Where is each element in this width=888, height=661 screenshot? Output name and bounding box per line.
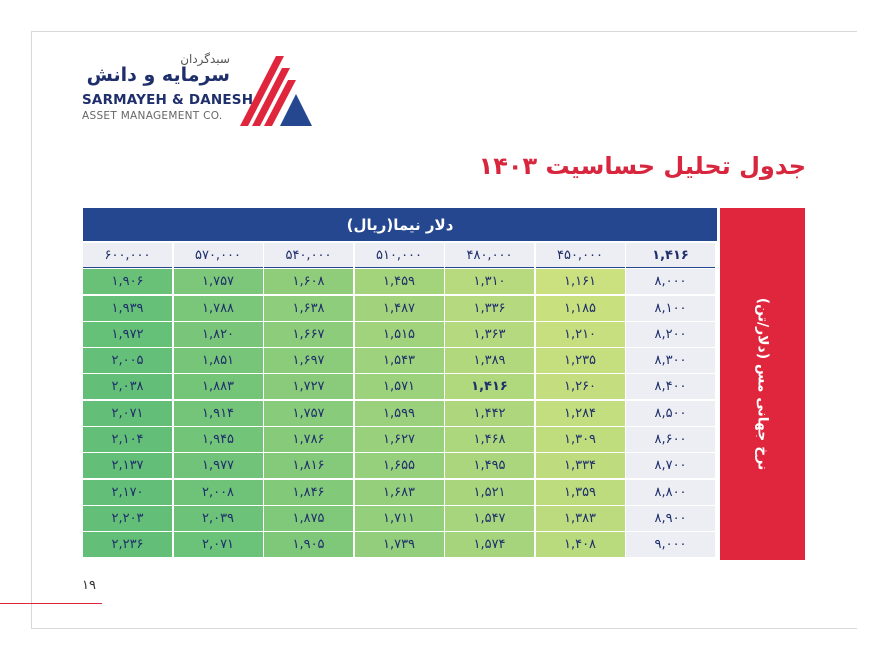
row-header-price: ۸,۹۰۰ [626,506,715,531]
table-cell: ۱,۳۶۳ [445,322,534,347]
table-cell: ۱,۷۱۱ [355,506,444,531]
table-cell: ۱,۵۹۹ [355,401,444,426]
logo-fa-name: سرمایه و دانش [86,64,230,86]
table-row [83,322,717,348]
table-cell: ۱,۷۸۶ [264,427,353,452]
table-cell: ۱,۶۳۸ [264,296,353,321]
footer-divider [0,603,102,604]
table-cell: ۱,۷۲۷ [264,374,353,399]
table-cell: ۱,۳۸۳ [536,506,625,531]
table-cell: ۱,۷۵۷ [264,401,353,426]
table-cell: ۱,۳۳۴ [536,453,625,478]
table-row [83,427,717,453]
table-cell: ۱,۵۷۱ [355,374,444,399]
logo-en-name: SARMAYEH & DANESH [82,92,254,108]
table-cell: ۱,۲۳۵ [536,348,625,373]
table-cell: ۱,۳۰۹ [536,427,625,452]
table-cell: ۱,۱۶۱ [536,269,625,294]
table-cell: ۱,۷۵۷ [174,269,263,294]
sensitivity-table [83,243,717,559]
table-cell: ۱,۳۸۹ [445,348,534,373]
table-cell: ۱,۶۶۷ [264,322,353,347]
table-row [83,401,717,427]
table-cell: ۲,۰۰۸ [174,480,263,505]
table-cell: ۱,۹۷۷ [174,453,263,478]
table-row [83,480,717,506]
table-cell: ۲,۰۳۹ [174,506,263,531]
table-cell: ۲,۰۷۱ [83,401,172,426]
table-row [83,348,717,374]
table-cell: ۲,۰۷۱ [174,532,263,557]
page-title: جدول تحلیل حساسیت ۱۴۰۳ [478,152,806,180]
table-row [83,269,717,295]
table-row [83,532,717,558]
table-cell: ۱,۲۶۰ [536,374,625,399]
table-cell: ۱,۹۳۹ [83,296,172,321]
table-row [83,453,717,479]
table-cell: ۲,۲۳۶ [83,532,172,557]
table-cell: ۲,۱۳۷ [83,453,172,478]
logo-fa-small: سبدگردان [180,52,230,66]
row-group-header [720,208,805,560]
table-cell: ۱,۳۳۶ [445,296,534,321]
row-header-price: ۸,۸۰۰ [626,480,715,505]
table-cell: ۱,۵۴۷ [445,506,534,531]
table-cell: ۱,۴۵۹ [355,269,444,294]
column-group-header: دلار نیما(ریال) [83,208,717,241]
table-cell: ۱,۸۱۶ [264,453,353,478]
table-cell: ۱,۶۲۷ [355,427,444,452]
column-header: ۵۴۰,۰۰۰ [264,243,353,268]
table-cell: ۱,۵۲۱ [445,480,534,505]
row-header-price: ۸,۳۰۰ [626,348,715,373]
table-cell: ۱,۶۰۸ [264,269,353,294]
table-cell: ۱,۹۷۲ [83,322,172,347]
table-cell: ۲,۰۰۵ [83,348,172,373]
table-cell: ۱,۶۸۳ [355,480,444,505]
table-row [83,506,717,532]
table-header-row [83,243,717,269]
column-header: ۴۵۰,۰۰۰ [536,243,625,268]
table-cell: ۱,۷۳۹ [355,532,444,557]
row-header-price: ۸,۰۰۰ [626,269,715,294]
row-header-price: ۸,۶۰۰ [626,427,715,452]
row-group-label: نرخ جهانی مس (دلار/تن) [754,297,771,471]
table-cell: ۲,۱۰۴ [83,427,172,452]
table-cell: ۱,۸۲۰ [174,322,263,347]
company-logo [82,48,312,128]
row-header-price: ۸,۱۰۰ [626,296,715,321]
table-row [83,296,717,322]
row-header-price: ۸,۲۰۰ [626,322,715,347]
table-cell: ۱,۵۷۴ [445,532,534,557]
column-header: ۵۷۰,۰۰۰ [174,243,263,268]
table-cell: ۱,۶۵۵ [355,453,444,478]
row-header-price: ۸,۴۰۰ [626,374,715,399]
table-cell: ۱,۴۰۸ [536,532,625,557]
table-cell: ۲,۱۷۰ [83,480,172,505]
page-number: ۱۹ [82,578,96,593]
table-cell: ۱,۸۸۳ [174,374,263,399]
table-cell: ۱,۹۰۶ [83,269,172,294]
table-cell: ۱,۳۱۰ [445,269,534,294]
table-cell: ۱,۸۵۱ [174,348,263,373]
logo-en-sub: ASSET MANAGEMENT CO. [82,110,223,122]
table-cell: ۲,۰۳۸ [83,374,172,399]
table-cell: ۱,۴۴۲ [445,401,534,426]
table-cell: ۱,۴۱۶ [445,374,534,399]
table-cell: ۱,۲۸۴ [536,401,625,426]
table-cell: ۱,۹۴۵ [174,427,263,452]
table-cell: ۱,۴۸۷ [355,296,444,321]
table-cell: ۱,۴۹۵ [445,453,534,478]
table-cell: ۱,۹۰۵ [264,532,353,557]
row-header-price: ۸,۷۰۰ [626,453,715,478]
row-header-price: ۹,۰۰۰ [626,532,715,557]
column-header: ۴۸۰,۰۰۰ [445,243,534,268]
table-cell: ۱,۷۸۸ [174,296,263,321]
table-cell: ۱,۸۷۵ [264,506,353,531]
table-cell: ۱,۶۹۷ [264,348,353,373]
table-cell: ۱,۵۴۳ [355,348,444,373]
table-cell: ۱,۵۱۵ [355,322,444,347]
table-cell: ۱,۲۱۰ [536,322,625,347]
column-header: ۶۰۰,۰۰۰ [83,243,172,268]
table-cell: ۱,۴۶۸ [445,427,534,452]
logo-mark-icon [240,56,312,126]
table-cell: ۲,۲۰۳ [83,506,172,531]
corner-value: ۱,۴۱۶ [626,243,715,268]
table-cell: ۱,۸۴۶ [264,480,353,505]
table-cell: ۱,۹۱۴ [174,401,263,426]
column-header: ۵۱۰,۰۰۰ [355,243,444,268]
table-cell: ۱,۱۸۵ [536,296,625,321]
table-row [83,374,717,400]
table-cell: ۱,۳۵۹ [536,480,625,505]
row-header-price: ۸,۵۰۰ [626,401,715,426]
